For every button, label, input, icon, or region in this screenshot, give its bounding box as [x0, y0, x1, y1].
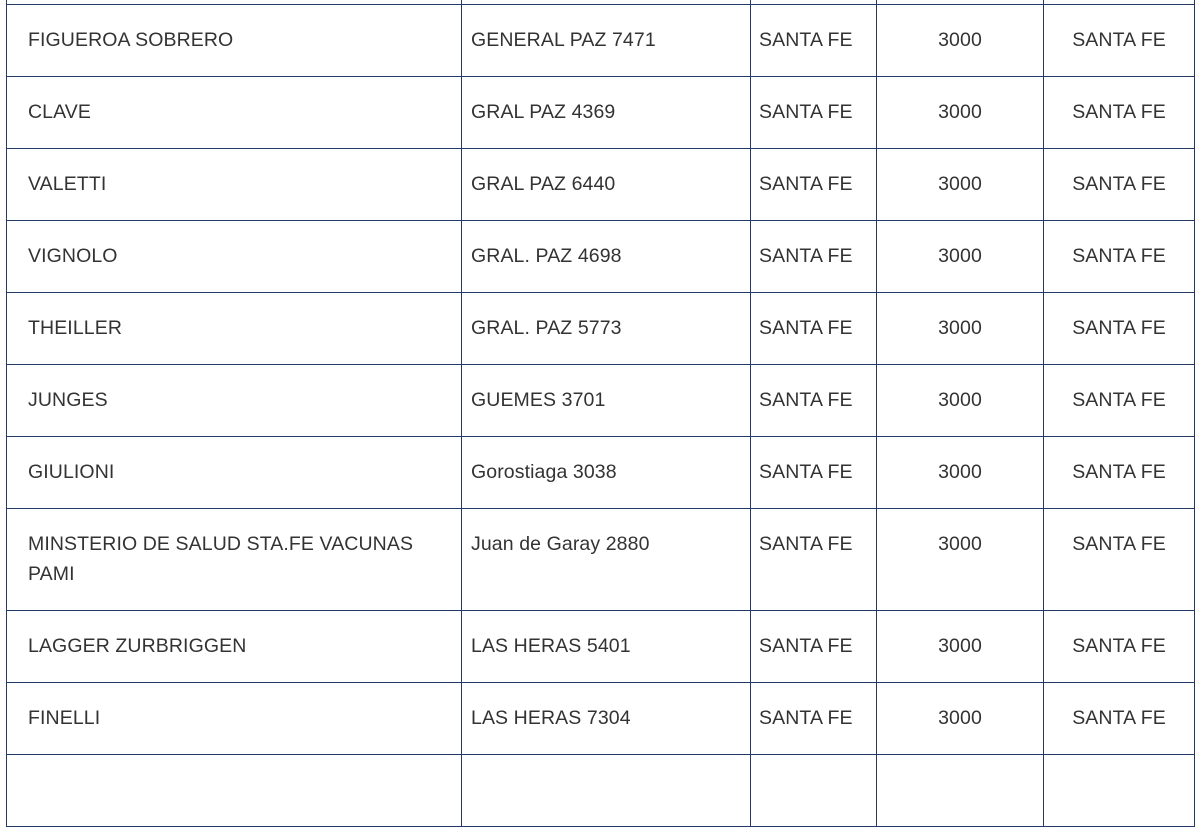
cell-postal-code: 3000	[877, 509, 1044, 611]
cell-city: SANTA FE	[751, 437, 877, 509]
table-row	[7, 221, 1195, 293]
cell-address: GUEMES 3701	[462, 365, 751, 437]
cell-province: SANTA FE	[1044, 437, 1195, 509]
cell-address: GRAL PAZ 4369	[462, 77, 751, 149]
table-row	[7, 611, 1195, 683]
table-row	[7, 683, 1195, 755]
cell-province: SANTA FE	[1044, 509, 1195, 611]
cell-city: SANTA FE	[751, 509, 877, 611]
cell-city: SANTA FE	[751, 365, 877, 437]
cell-name: FINELLI	[7, 683, 462, 755]
cell-city: SANTA FE	[751, 293, 877, 365]
cell-name: MINSTERIO DE SALUD STA.FE VACUNAS PAMI	[7, 509, 462, 611]
cell-address: LAS HERAS 5401	[462, 611, 751, 683]
cell-city: SANTA FE	[751, 221, 877, 293]
cell-name: FIGUEROA SOBRERO	[7, 5, 462, 77]
cell-province: SANTA FE	[1044, 149, 1195, 221]
cell-postal-code: 3000	[877, 683, 1044, 755]
cell-postal-code: 3000	[877, 365, 1044, 437]
pharmacy-table	[6, 0, 1195, 827]
table-row	[7, 5, 1195, 77]
cell-address: LAS HERAS 7304	[462, 683, 751, 755]
cell-city: SANTA FE	[751, 683, 877, 755]
cell-province: SANTA FE	[1044, 365, 1195, 437]
cell-address: GRAL PAZ 6440	[462, 149, 751, 221]
cell-city: SANTA FE	[751, 77, 877, 149]
cell-province	[1044, 755, 1195, 827]
pharmacy-table-container	[6, 0, 1194, 827]
cell-postal-code: 3000	[877, 77, 1044, 149]
cell-name	[7, 755, 462, 827]
cell-city	[751, 755, 877, 827]
cell-postal-code: 3000	[877, 5, 1044, 77]
cell-name: GIULIONI	[7, 437, 462, 509]
table-row	[7, 149, 1195, 221]
cell-name: CLAVE	[7, 77, 462, 149]
cell-address: Gorostiaga 3038	[462, 437, 751, 509]
cell-name: JUNGES	[7, 365, 462, 437]
cell-address: GENERAL PAZ 7471	[462, 5, 751, 77]
cell-name: VIGNOLO	[7, 221, 462, 293]
cell-province: SANTA FE	[1044, 221, 1195, 293]
cell-city: SANTA FE	[751, 611, 877, 683]
cell-address: GRAL. PAZ 5773	[462, 293, 751, 365]
cell-postal-code: 3000	[877, 149, 1044, 221]
cell-name: VALETTI	[7, 149, 462, 221]
table-row	[7, 437, 1195, 509]
cell-postal-code: 3000	[877, 611, 1044, 683]
cell-postal-code: 3000	[877, 293, 1044, 365]
table-row	[7, 77, 1195, 149]
cell-province: SANTA FE	[1044, 5, 1195, 77]
cell-address: GRAL. PAZ 4698	[462, 221, 751, 293]
table-row	[7, 293, 1195, 365]
cell-postal-code: 3000	[877, 221, 1044, 293]
cell-postal-code	[877, 755, 1044, 827]
cell-name: LAGGER ZURBRIGGEN	[7, 611, 462, 683]
cell-province: SANTA FE	[1044, 611, 1195, 683]
cell-province: SANTA FE	[1044, 683, 1195, 755]
table-row-partial-bottom	[7, 755, 1195, 827]
table-row	[7, 509, 1195, 611]
cell-name: THEILLER	[7, 293, 462, 365]
cell-province: SANTA FE	[1044, 77, 1195, 149]
cell-address: Juan de Garay 2880	[462, 509, 751, 611]
cell-city: SANTA FE	[751, 149, 877, 221]
cell-province: SANTA FE	[1044, 293, 1195, 365]
table-body	[7, 0, 1195, 827]
cell-postal-code: 3000	[877, 437, 1044, 509]
table-row	[7, 365, 1195, 437]
cell-city: SANTA FE	[751, 5, 877, 77]
cell-address	[462, 755, 751, 827]
